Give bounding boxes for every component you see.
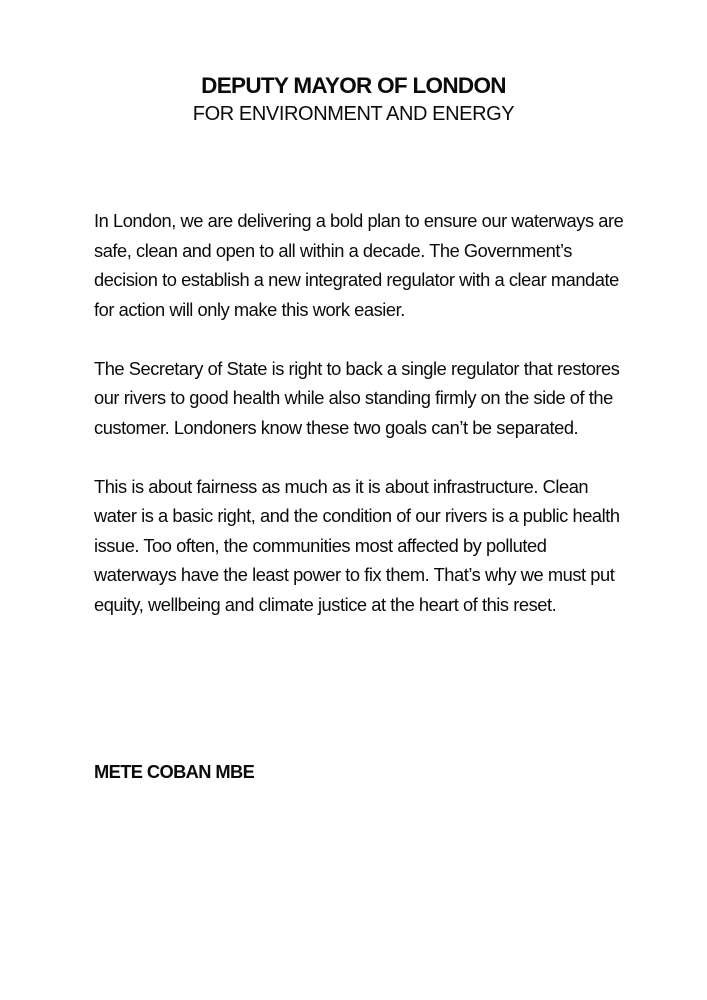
page-title: DEPUTY MAYOR OF LONDON <box>201 73 506 98</box>
statement-body <box>94 206 624 649</box>
signature-name: METE COBAN MBE <box>94 761 255 782</box>
paragraph-1: In London, we are delivering a bold plan to ensure our waterways are safe, clean and open to all within a decade. The Government’s decision to establish a new integrated regulator with a clear mandate for action will only make this work easier. <box>94 210 624 320</box>
paragraph-2: The Secretary of State is right to back a single regulator that restores our rivers to good health while also standing firmly on the side of the customer. Londoners know these two goals can’t be separated. <box>94 357 620 438</box>
header <box>0 72 707 128</box>
paragraph-3: This is about fairness as much as it is about infrastructure. Clean water is a basic right, and the condition of our rivers is a public health issue. Too often, the communities most affected by polluted waterways have the least power to fix them. That’s why we must put equity, wellbeing and climate justice at the heart of this reset. <box>94 475 620 615</box>
page-subtitle: FOR ENVIRONMENT AND ENERGY <box>192 103 515 125</box>
